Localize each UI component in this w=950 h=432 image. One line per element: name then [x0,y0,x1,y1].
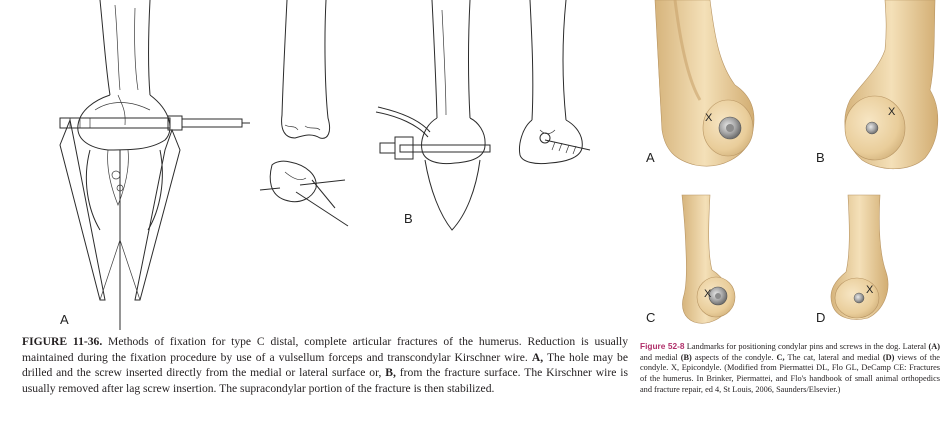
caption-text: and medial [640,352,681,362]
caption-text: Methods of fixation for type C distal, complete articular fractures of the humerus. Reduction is usually maintained during the fixation procedure by use of a vulsellum forceps and transcondylar Kirschner wire. [22,335,628,364]
condyle-panel-c [682,195,735,323]
epicondyle-mark-a: X [705,112,713,124]
panel-label-b: B [816,150,825,165]
condyle-panel-a [655,0,754,166]
caption-ref-c: C, [776,352,785,362]
epicondyle-mark-b: X [888,106,896,118]
condyle-panel-d [831,195,888,319]
distal-humerus-drawing [282,0,330,138]
figure-52-8-caption [640,341,940,396]
figure-11-36-caption [22,334,628,396]
panel-label-a: A [646,150,655,165]
caption-ref-a: A, [531,350,544,364]
caption-text: from the fracture surface. The Kirschner wire is usually removed after lag screw insertion. The supracondylar portion of the fracture is then stabilized. [22,366,628,395]
panel-label-c: C [646,310,656,325]
panel-label-d: D [816,310,826,325]
right-figure-illustration [640,0,950,336]
humerus-with-lag-screw-drawing [520,0,591,164]
humerus-with-forceps-drawing [60,0,250,330]
caption-text: The cat, lateral and medial [784,352,883,362]
caption-text: views of the condyle. X, Epicondyle. (Modified from Piermattei DL, Flo GL, DeCamp CE: Fractures of the humerus. In Brinker, Piermattei, and Flo's handbook of small animal orthopedics and fracture repair, ed 4, St Louis, 2006, Saunders/Elsevier.) [640,352,940,394]
condyle-fragment-drawing [260,161,348,226]
caption-text: Landmarks for positioning condylar pins and screws in the dog. Lateral [684,342,929,351]
epicondyle-mark-c: X [704,288,712,300]
epicondyle-mark-d: X [866,284,874,296]
humerus-with-clamp-drawing [376,0,490,230]
caption-ref-a: (A) [928,342,940,351]
panel-label-b: B [404,211,413,226]
caption-ref-b: B, [385,366,396,380]
panel-label-a: A [60,312,69,327]
condyle-landmark-illustrations [640,0,950,336]
condyle-panel-b [845,0,938,169]
figure-number: Figure 52-8 [640,341,685,351]
figure-number: FIGURE 11-36. [22,335,103,348]
caption-ref-d: (D) [882,352,895,362]
caption-text: aspects of the condyle. [691,352,777,362]
caption-ref-b: (B) [680,352,692,362]
caption-text: The hole may be drilled and the screw inserted directly from the medial or lateral surface or, [22,350,629,380]
